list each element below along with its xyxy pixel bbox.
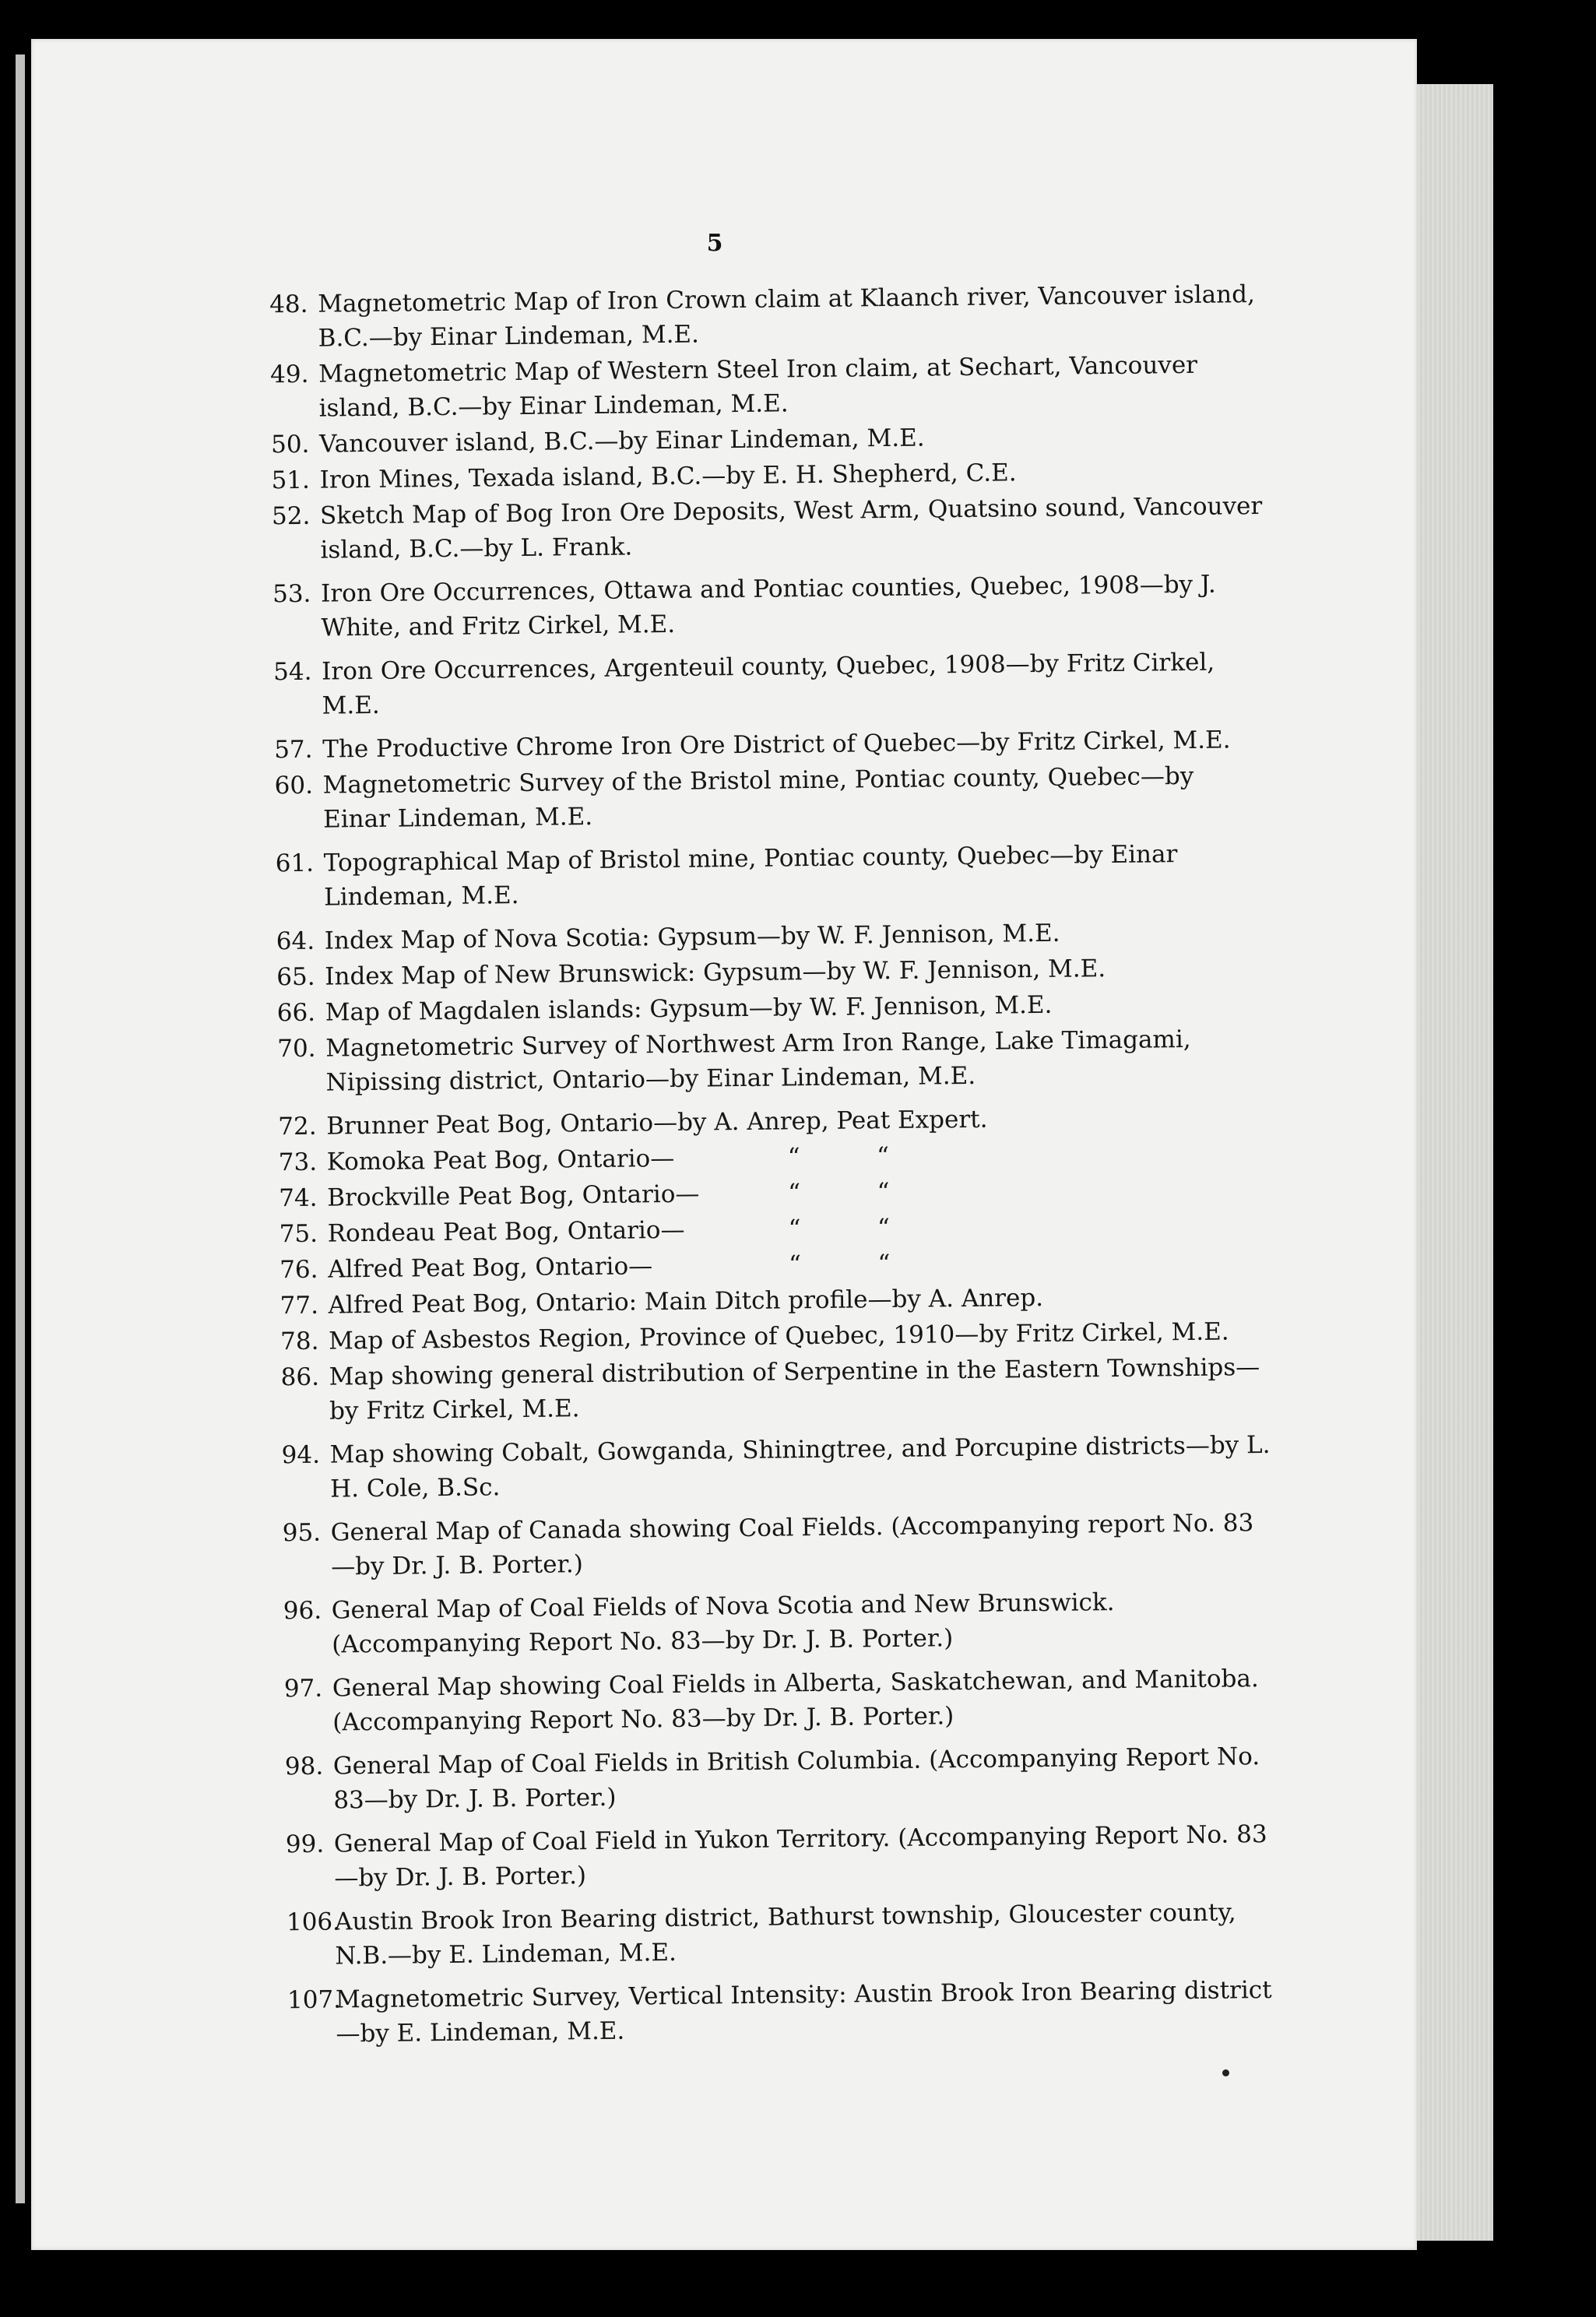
entry-number: 57.: [274, 735, 313, 765]
entry-number: 64.: [276, 926, 315, 956]
entry-text: Iron Mines, Texada island, B.C.—by E. H. Shepherd, C.E.: [319, 459, 1017, 494]
map-list: [218, 277, 1280, 2054]
list-item: [223, 758, 1267, 838]
entry-text: Magnetometric Survey of Northwest Arm Iron Range, Lake Timagami, Nipissing district, Ontario—by Einar Lindeman, M.E.: [325, 1025, 1191, 1097]
entry-number: 96.: [283, 1596, 322, 1626]
entry-text: Komoka Peat Bog, Ontario—: [326, 1144, 675, 1176]
list-item: [218, 277, 1262, 357]
ditto-marks: “ “: [788, 1178, 890, 1208]
entry-text: Magnetometric Survey of the Bristol mine, Pontiac county, Quebec—by Einar Lindeman, M.E.: [322, 761, 1194, 834]
list-item: [233, 1661, 1277, 1741]
ditto-marks: “ “: [788, 1250, 891, 1279]
entry-number: 70.: [277, 1034, 316, 1064]
entry-text: Magnetometric Map of Western Steel Iron claim, at Sechart, Vancouver island, B.C.—by Einar Lindeman, M.E.: [318, 350, 1198, 423]
entry-number: 73.: [278, 1148, 318, 1177]
entry-text: Alfred Peat Bog, Ontario—: [328, 1252, 653, 1284]
entry-number: 76.: [279, 1255, 318, 1285]
ditto-marks: “ “: [787, 1142, 890, 1172]
entry-text: Magnetometric Survey, Vertical Intensity: Austin Brook Iron Bearing district—by E. Lindeman, M.E.: [335, 1975, 1272, 2048]
list-item: [230, 1428, 1274, 1507]
list-item: [224, 836, 1268, 916]
list-item: [236, 1973, 1280, 2052]
entry-text: General Map showing Coal Fields in Alberta, Saskatchewan, and Manitoba. (Accompanying Report No. 83—by Dr. J. B. Porter.): [332, 1665, 1259, 1737]
list-item: [226, 1021, 1270, 1101]
entry-text: Index Map of Nova Scotia: Gypsum—by W. F. Jennison, M.E.: [324, 919, 1060, 955]
entry-number: 49.: [269, 360, 309, 389]
entry-text: The Productive Chrome Iron Ore District of Quebec—by Fritz Cirkel, M.E.: [322, 726, 1231, 764]
entry-text: Map showing Cobalt, Gowganda, Shiningtree, and Porcupine districts—by L. H. Cole, B.Sc.: [329, 1430, 1271, 1503]
list-item: [234, 1817, 1278, 1897]
entry-number: 86.: [280, 1362, 320, 1392]
entry-number: 52.: [271, 501, 311, 531]
entry-number: 107.: [287, 1985, 342, 2015]
entry-number: 60.: [274, 771, 314, 800]
entry-number: 72.: [278, 1112, 317, 1141]
entry-number: 77.: [279, 1291, 319, 1320]
list-item: [231, 1506, 1275, 1585]
ditto-marks: “ “: [788, 1214, 891, 1243]
entry-text: General Map of Canada showing Coal Fields. (Accompanying report No. 83—by Dr. J. B. Porter.): [330, 1509, 1254, 1581]
list-item: [229, 1350, 1273, 1429]
list-item: [222, 645, 1266, 724]
entry-text: Map of Magdalen islands: Gypsum—by W. F. Jennison, M.E.: [325, 990, 1053, 1027]
page-stack-edge: [1415, 84, 1493, 2241]
entry-text: General Map of Coal Fields of Nova Scotia and New Brunswick. (Accompanying Report No. 83—by Dr. J. B. Porter.): [331, 1588, 1115, 1659]
list-item: [234, 1739, 1278, 1819]
entry-number: 65.: [276, 962, 315, 992]
entry-number: 66.: [276, 998, 316, 1028]
document-page: [31, 39, 1417, 2250]
entry-text: Brunner Peat Bog, Ontario—by A. Anrep, Peat Expert.: [326, 1105, 988, 1141]
entry-text: Vancouver island, B.C.—by Einar Lindeman, M.E.: [318, 424, 925, 459]
entry-text: Index Map of New Brunswick: Gypsum—by W. F. Jennison, M.E.: [325, 955, 1106, 991]
entry-text: Brockville Peat Bog, Ontario—: [327, 1180, 700, 1212]
list-item: [220, 489, 1264, 568]
entry-number: 97.: [283, 1674, 323, 1703]
entry-number: 106.: [286, 1907, 341, 1937]
entry-number: 95.: [282, 1518, 322, 1548]
entry-text: Iron Ore Occurrences, Ottawa and Pontiac counties, Quebec, 1908—by J. White, and Fritz Cirkel, M.E.: [320, 570, 1216, 642]
entry-number: 74.: [279, 1183, 318, 1213]
list-item: [221, 567, 1265, 646]
entry-text: Magnetometric Map of Iron Crown claim at Klaanch river, Vancouver island, B.C.—by Einar Lindeman, M.E.: [318, 280, 1256, 353]
entry-text: Rondeau Peat Bog, Ontario—: [327, 1215, 685, 1248]
entry-number: 61.: [275, 849, 315, 878]
ink-speck: [1222, 2069, 1229, 2076]
entry-text: Sketch Map of Bog Iron Ore Deposits, West Arm, Quatsino sound, Vancouver island, B.C.—by L. Frank.: [319, 491, 1263, 564]
page-number: 5: [706, 230, 723, 257]
entry-number: 99.: [285, 1830, 325, 1859]
entry-text: Austin Brook Iron Bearing district, Bathurst township, Gloucester county, N.B.—by E. Lindeman, M.E.: [334, 1898, 1236, 1971]
list-item: [235, 1895, 1279, 1974]
entry-number: 98.: [284, 1752, 324, 1781]
entry-number: 48.: [269, 290, 308, 319]
entry-number: 75.: [279, 1219, 318, 1249]
entry-text: Map of Asbestos Region, Province of Quebec, 1910—by Fritz Cirkel, M.E.: [328, 1317, 1229, 1355]
list-item: [219, 347, 1263, 427]
entry-text: Alfred Peat Bog, Ontario: Main Ditch profile—by A. Anrep.: [328, 1283, 1044, 1320]
entry-text: General Map of Coal Field in Yukon Territory. (Accompanying Report No. 83—by Dr. J. B. Porter.): [333, 1819, 1267, 1893]
entry-number: 94.: [281, 1440, 321, 1470]
list-item: [232, 1584, 1276, 1663]
entry-text: Topographical Map of Bristol mine, Pontiac county, Quebec—by Einar Lindeman, M.E.: [323, 840, 1178, 912]
entry-text: Map showing general distribution of Serpentine in the Eastern Townships—by Fritz Cirkel, M.E.: [329, 1353, 1260, 1426]
entry-number: 53.: [272, 579, 311, 609]
entry-text: General Map of Coal Fields in British Columbia. (Accompanying Report No. 83—by Dr. J. B. Porter.): [332, 1742, 1260, 1815]
entry-number: 51.: [271, 466, 311, 495]
entry-number: 50.: [270, 430, 310, 459]
entry-text: Iron Ore Occurrences, Argenteuil county, Quebec, 1908—by Fritz Cirkel, M.E.: [321, 648, 1215, 720]
entry-number: 78.: [279, 1327, 319, 1356]
entry-number: 54.: [272, 657, 312, 687]
binding-edge: [16, 54, 25, 2203]
